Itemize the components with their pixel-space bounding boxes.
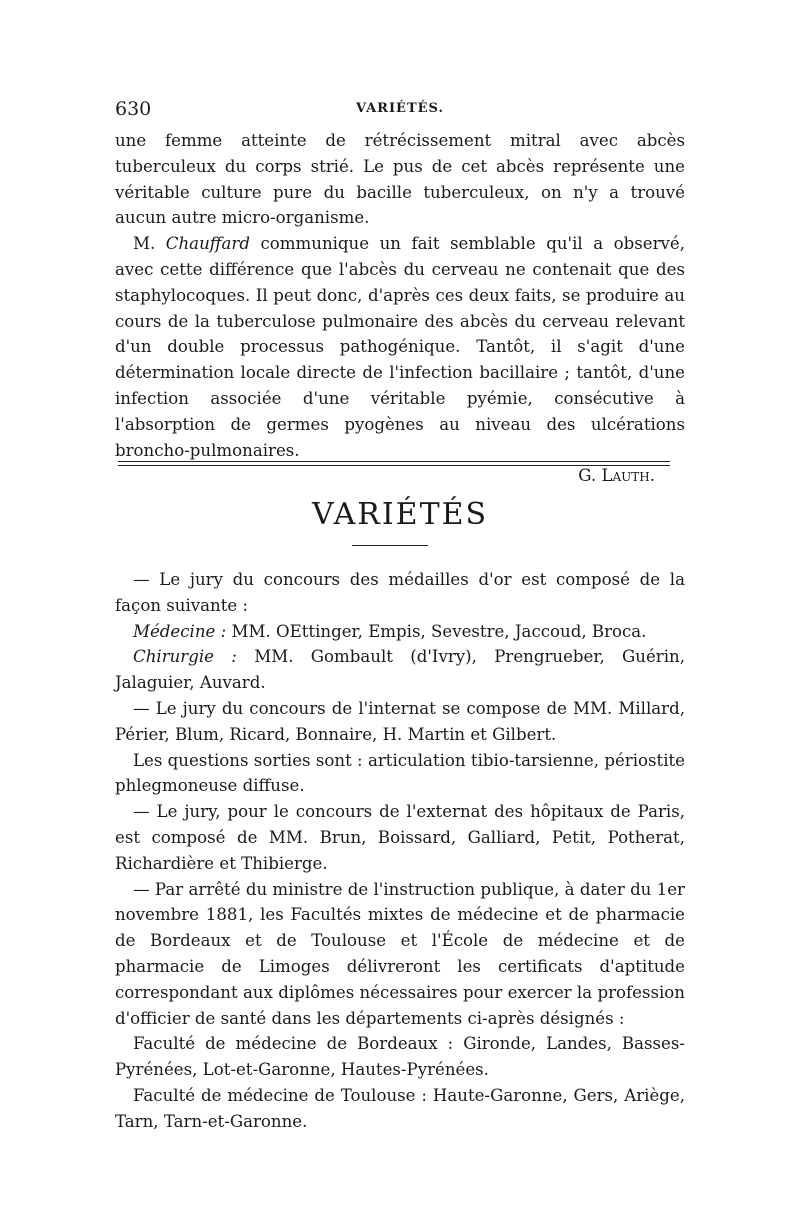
signature — [115, 463, 685, 489]
text-span: M. — [133, 234, 166, 254]
bottom-text-block — [115, 567, 685, 1135]
text-span: MM. OEttinger, Empis, Sevestre, Jaccoud, Broca. — [226, 621, 647, 641]
paragraph: — Le jury du concours de l'internat se compose de MM. Millard, Périer, Blum, Ricard, Bonnaire, H. Martin et Gilbert. — [115, 698, 685, 744]
paragraph — [115, 231, 685, 463]
paragraph: — Le jury, pour le concours de l'externat des hôpitaux de Paris, est composé de MM. Brun, Boissard, Galliard, Petit, Potherat, Richardière et Thibierge. — [115, 802, 685, 873]
paragraph: Faculté de médecine de Bordeaux : Gironde, Landes, Basses-Pyrénées, Lot-et-Garonne, Hautes-Pyrénées. — [115, 1034, 685, 1080]
paragraph: Faculté de médecine de Toulouse : Haute-Garonne, Gers, Ariège, Tarn, Tarn-et-Garonne. — [115, 1085, 685, 1131]
title-rule — [352, 545, 428, 546]
running-head: VARIÉTÉS. — [356, 101, 444, 116]
signature-text: G. Lauth. — [578, 466, 655, 486]
double-rule-bottom — [118, 465, 670, 466]
paragraph: Les questions sorties sont : articulation tibio-tarsienne, périostite phlegmoneuse diffuse. — [115, 750, 685, 796]
paragraph: une femme atteinte de rétrécissement mitral avec abcès tuberculeux du corps strié. Le pus de cet abcès représente une véritable culture pure du bacille tuberculeux, on n'y a trouvé aucun autre micro-organisme. — [115, 131, 685, 228]
text-span: MM. Gombault (d'Ivry), Prengrueber, Guérin, Jalaguier, Auvard. — [115, 647, 686, 693]
text-span: communique un fait semblable qu'il a observé, avec cette différence que l'abcès du cerveau ne contenait que des staphylocoques. Il peut donc, d'après ces deux faits, se produire au cours de la tuberculose pulmonaire des abcès du cerveau relevant d'un double processus pathogénique. Tantôt, il s'agit d'une détermination locale directe de l'infection bacillaire ; tantôt, d'une infection associée d'une véritable pyémie, consécutive à l'absorption de germes pyogènes au niveau des ulcérations broncho-pulmonaires. — [115, 234, 685, 460]
category-label: Chirurgie : — [133, 647, 237, 667]
paragraph — [115, 619, 685, 645]
top-text-block — [115, 128, 685, 489]
section-title: VARIÉTÉS — [311, 497, 489, 532]
double-rule-top — [118, 461, 670, 462]
author-name: Chauffard — [165, 234, 250, 254]
paragraph — [115, 644, 685, 696]
paragraph: — Par arrêté du ministre de l'instruction publique, à dater du 1er novembre 1881, les Facultés mixtes de médecine et de pharmacie de Bordeaux et de Toulouse et l'École de médecine et de pharmacie de Limoges délivreront les certificats d'aptitude correspondant aux diplômes nécessaires pour exercer la profession d'officier de santé dans les départements ci-après désignés : — [115, 879, 685, 1028]
paragraph: — Le jury du concours des médailles d'or est composé de la façon suivante : — [115, 570, 685, 615]
category-label: Médecine : — [133, 621, 227, 641]
page-header — [115, 98, 685, 122]
page-number: 630 — [115, 98, 152, 120]
